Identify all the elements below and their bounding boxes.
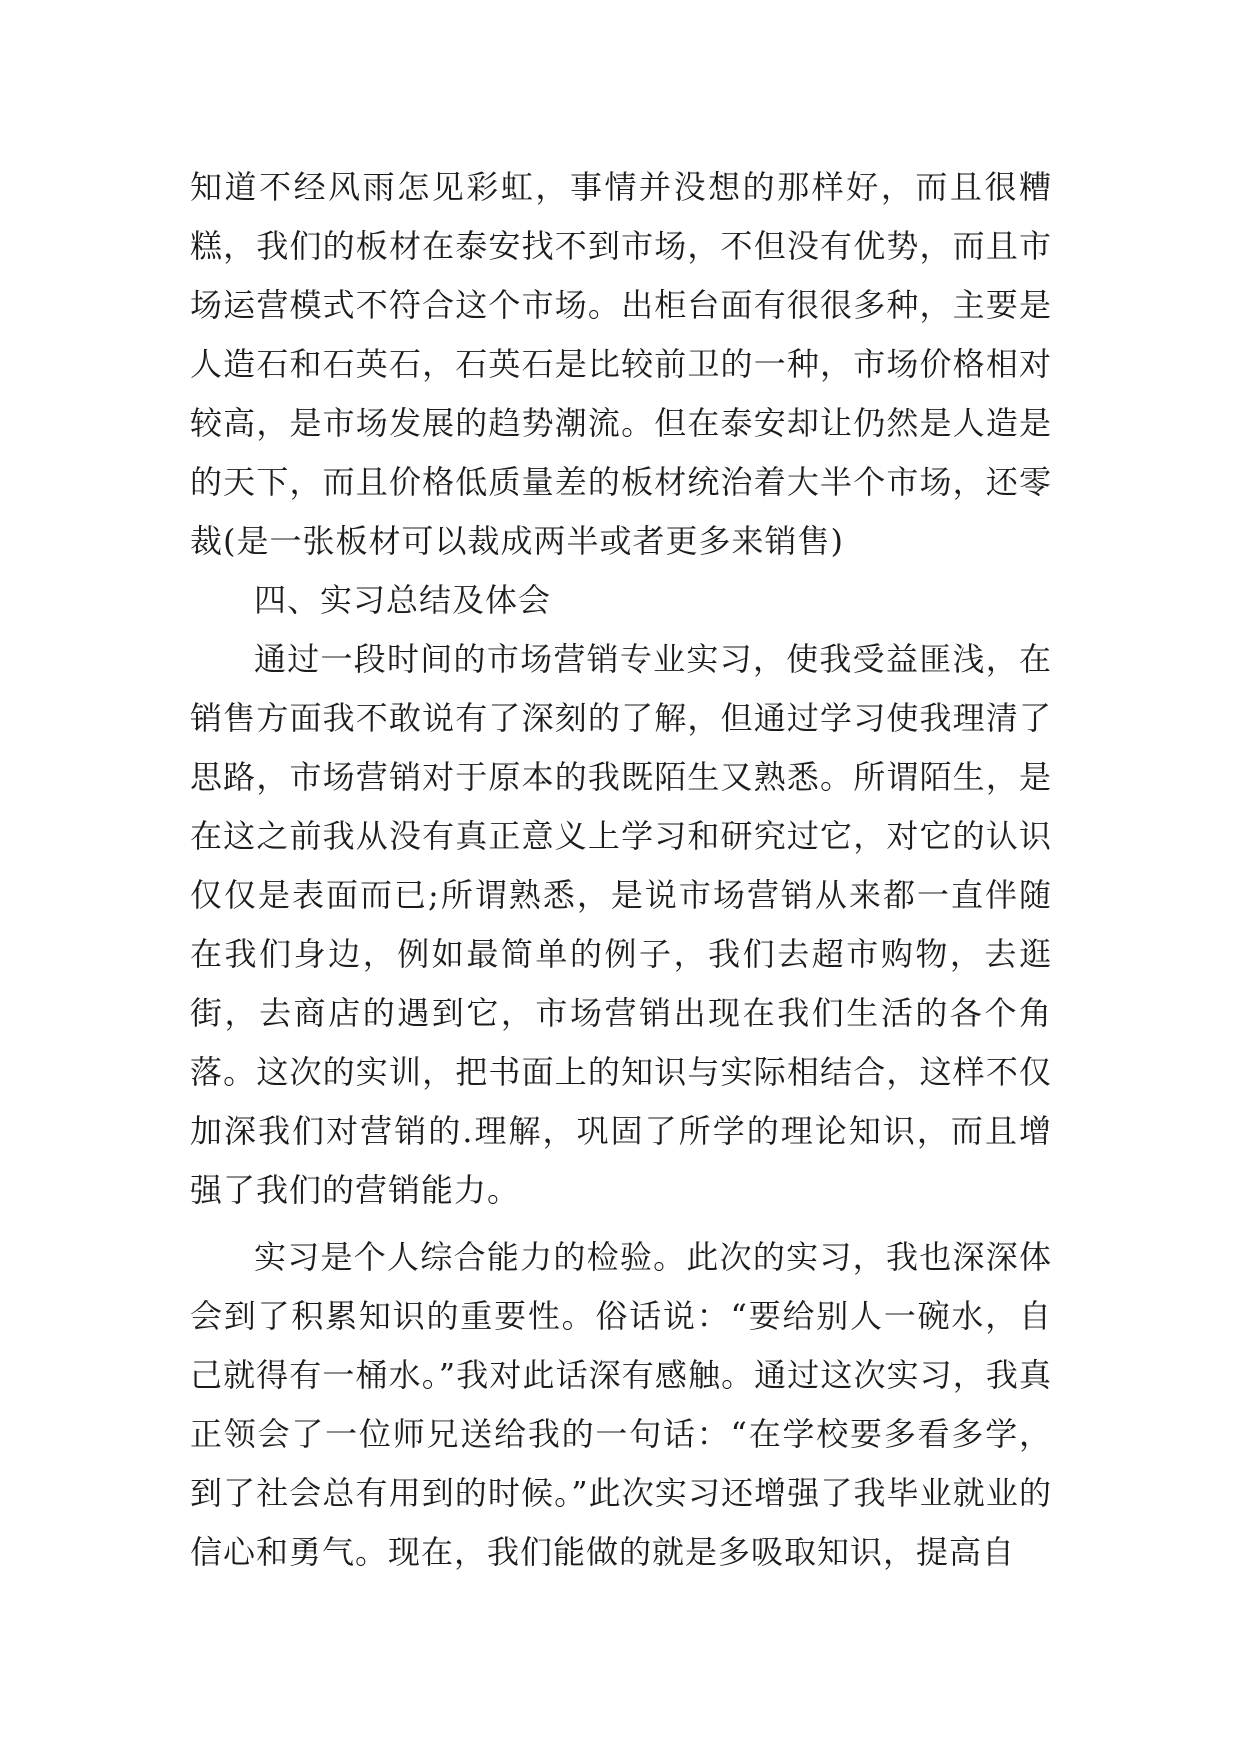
document-body bbox=[190, 158, 1052, 1582]
paragraph-ability-test: 实习是个人综合能力的检验。此次的实习，我也深深体会到了积累知识的重要性。俗话说：“要给别人一碗水，自己就得有一桶水。”我对此话深有感触。通过这次实习，我真正领会了一位师兄送给我的一句话：“在学校要多看多学，到了社会总有用到的时候。”此次实习还增强了我毕业就业的信心和勇气。现在，我们能做的就是多吸取知识，提高自 bbox=[190, 1238, 1052, 1571]
paragraph-internship-gains: 通过一段时间的市场营销专业实习，使我受益匪浅，在销售方面我不敢说有了深刻的了解，但通过学习使我理清了思路，市场营销对于原本的我既陌生又熟悉。所谓陌生，是在这之前我从没有真正意义上学习和研究过它，对它的认识仅仅是表面而已;所谓熟悉，是说市场营销从来都一直伴随在我们身边，例如最简单的例子，我们去超市购物，去逛街，去商店的遇到它，市场营销出现在我们生活的各个角落。这次的实训，把书面上的知识与实际相结合，这样不仅加深我们对营销的.理解，巩固了所学的理论知识，而且增强了我们的营销能力。 bbox=[190, 640, 1052, 1209]
section-heading-summary: 四、实习总结及体会 bbox=[254, 581, 552, 619]
paragraph-market-situation: 知道不经风雨怎见彩虹，事情并没想的那样好，而且很糟糕，我们的板材在泰安找不到市场，不但没有优势，而且市场运营模式不符合这个市场。出柜台面有很很多种，主要是人造石和石英石，石英石是比较前卫的一种，市场价格相对较高，是市场发展的趋势潮流。但在泰安却让仍然是人造是的天下，而且价格低质量差的板材统治着大半个市场，还零裁(是一张板材可以裁成两半或者更多来销售) bbox=[190, 168, 1052, 560]
